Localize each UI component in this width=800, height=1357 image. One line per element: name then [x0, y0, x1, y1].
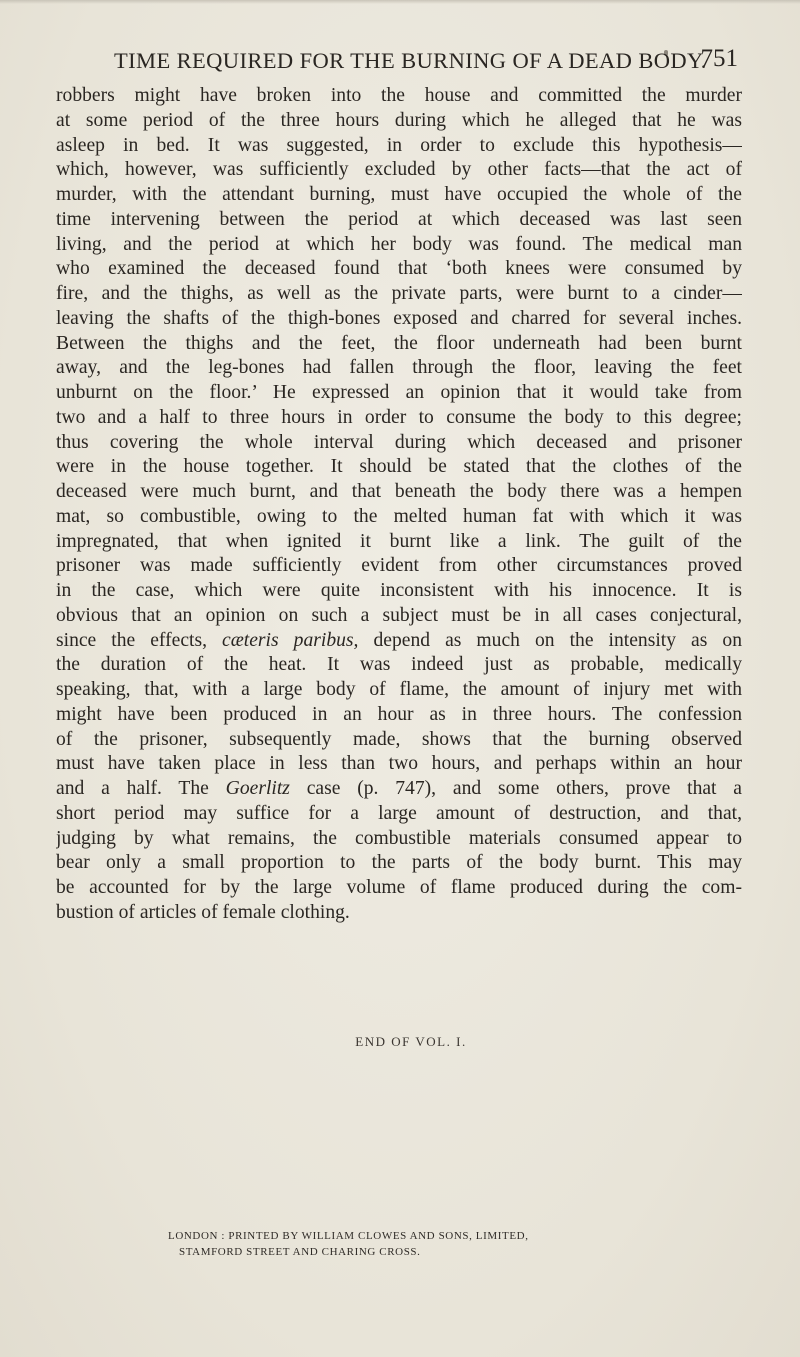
text-line: deceased were much burnt, and that beneath the body there was a hempen — [56, 481, 742, 502]
text-line — [56, 777, 742, 802]
text-line: obvious that an opinion on such a subject must be in all cases conjectural, — [56, 604, 742, 626]
text-line: unburnt on the floor.’ He expressed an opinion that it would take from — [56, 382, 742, 403]
text-line: the duration of the heat. It was indeed just as probable, medically — [56, 654, 742, 676]
text-line: bustion of articles of female clothing. — [56, 901, 350, 923]
end-of-volume-note: END OF VOL. I. — [355, 1034, 467, 1049]
text-line: short period may suffice for a large amount of destruction, and that, — [56, 802, 742, 824]
text-line: time intervening between the period at which deceased was last seen — [56, 208, 742, 230]
text-line: asleep in bed. It was suggested, in order to exclude this hypothesis— — [56, 134, 742, 156]
page-header — [60, 44, 740, 80]
text-line: which, however, was sufficiently excluded by other facts—that the act of — [56, 159, 742, 181]
printer-imprint — [168, 1228, 638, 1260]
imprint-line: LONDON : PRINTED BY WILLIAM CLOWES AND SONS, LIMITED, — [168, 1230, 529, 1242]
text-line: prisoner was made sufficiently evident from other circumstances proved — [56, 555, 742, 577]
page-number: 751 — [700, 45, 738, 72]
text-line: in the case, which were quite inconsistent with his innocence. It is — [56, 580, 742, 601]
text-segment: and a half. The — [56, 778, 209, 799]
text-line: bear only a small proportion to the parts of the body burnt. This may — [56, 852, 742, 874]
running-head: TIME REQUIRED FOR THE BURNING OF A DEAD BODY. — [114, 48, 707, 73]
page-top-edge — [0, 0, 800, 4]
text-segment: case (p. 747), and some others, prove that a — [306, 778, 742, 799]
text-line: fire, and the thighs, as well as the private parts, were burnt to a cinder— — [56, 283, 742, 304]
text-line: be accounted for by the large volume of flame produced during the com- — [56, 877, 742, 898]
text-line: must have taken place in less than two hours, and perhaps within an hour — [56, 753, 742, 775]
text-line: mat, so combustible, owing to the melted human fat with which it was — [56, 505, 742, 527]
text-line — [56, 629, 742, 654]
imprint-line: STAMFORD STREET AND CHARING CROSS. — [179, 1246, 421, 1258]
text-line: murder, with the attendant burning, must have occupied the whole of the — [56, 184, 742, 205]
text-line: of the prisoner, subsequently made, shows that the burning observed — [56, 728, 742, 750]
text-line: who examined the deceased found that ‘both knees were consumed by — [56, 258, 742, 280]
text-segment: depend as much on the intensity as on — [373, 629, 742, 651]
text-line: were in the house together. It should be stated that the clothes of the — [56, 456, 742, 478]
text-line: judging by what remains, the combustible materials consumed appear to — [56, 827, 742, 849]
case-name: Goerlitz — [225, 778, 290, 799]
text-segment: since the effects, — [56, 629, 207, 651]
text-line: Between the thighs and the feet, the floor underneath had been burnt — [56, 332, 742, 354]
text-line: might have been produced in an hour as in three hours. The confession — [56, 703, 742, 725]
latin-phrase: cæteris paribus, — [222, 629, 359, 651]
text-line: two and a half to three hours in order to consume the body to this degree; — [56, 406, 742, 428]
text-line: speaking, that, with a large body of flame, the amount of injury met with — [56, 679, 742, 700]
text-line: leaving the shafts of the thigh-bones exposed and charred for several inches. — [56, 307, 742, 329]
text-line: robbers might have broken into the house and committed the murder — [56, 85, 742, 106]
text-line: thus covering the whole interval during which deceased and prisoner — [56, 431, 742, 453]
body-paragraph — [56, 84, 742, 926]
text-line: living, and the period at which her body was found. The medical man — [56, 233, 742, 255]
text-line: at some period of the three hours during which he alleged that he was — [56, 109, 742, 131]
text-line: away, and the leg-bones had fallen through the floor, leaving the feet — [56, 357, 742, 379]
text-line: impregnated, that when ignited it burnt like a link. The guilt of the — [56, 530, 742, 552]
